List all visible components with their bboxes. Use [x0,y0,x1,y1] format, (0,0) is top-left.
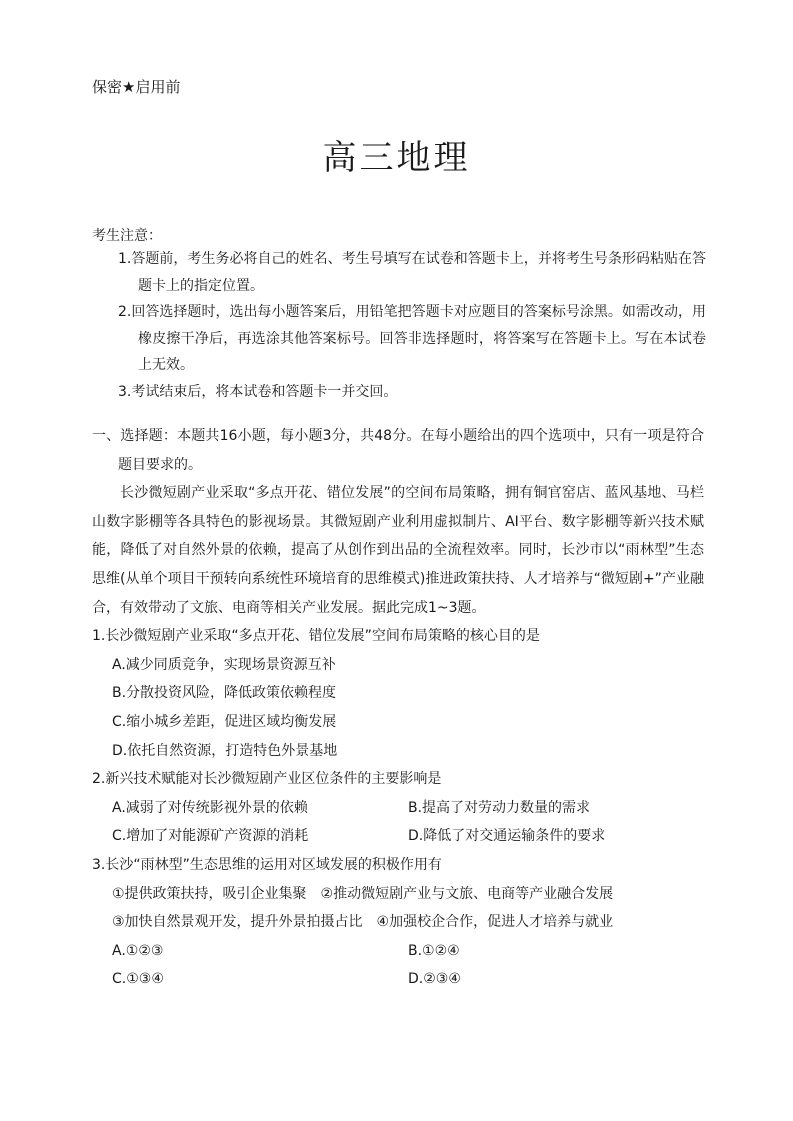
question-3-option-d: D.②③④ [408,971,461,988]
question-2-stem: 2.新兴技术赋能对长沙微短剧产业区位条件的主要影响是 [92,771,442,788]
question-2-options-row-1 [92,794,704,823]
question-3-stem: 3.长沙“雨林型”生态思维的运用对区域发展的积极作用有 [92,856,442,873]
page-title: 高三地理 [322,138,471,178]
question-3-statements-2: ③加快自然景观开发，提升外景拍摄占比 ④加强校企合作，促进人才培养与就业 [112,914,614,931]
question-section [92,422,704,994]
question-2-options-row-2 [92,822,704,851]
question-3-option-b: B.①②④ [408,942,460,959]
question-3-option-a: A.①②③ [112,942,164,959]
section-heading: 一、选择题：本题共16小题，每小题3分，共48分。在每小题给出的四个选项中，只有一项是符合题目要求的。 [92,428,704,473]
reading-passage: 长沙微短剧产业采取“多点开花、错位发展”的空间布局策略，拥有铜官窑店、蓝风基地、马栏山数字影棚等各具特色的影视场景。其微短剧产业利用虚拟制片、AI平台、数字影棚等新兴技术赋能，降低了对自然外景的依赖，提高了从创作到出品的全流程效率。同时，长沙市以“雨林型”生态思维(从单个项目干预转向系统性环境培育的思维模式)推进政策扶持、人才培养与“微短剧+”产业融合，有效带动了文旅、电商等相关产业发展。据此完成1~3题。 [92,485,704,616]
question-3-statements-1: ①提供政策扶持，吸引企业集聚 ②推动微短剧产业与文旅、电商等产业融合发展 [112,885,614,902]
notice-item-3: 3.考试结束后，将本试卷和答题卡一并交回。 [118,383,398,400]
notice-item-1: 1.答题前，考生务必将自己的姓名、考生号填写在试卷和答题卡上，并将考生号条形码粘贴在答题卡上的指定位置。 [118,251,706,294]
question-1-stem: 1.长沙微短剧产业采取“多点开花、错位发展”空间布局策略的核心目的是 [92,628,540,645]
question-1-option-a: A.减少同质竞争，实现场景资源互补 [112,656,336,673]
question-3-options-row-1 [92,937,704,966]
notice-list [118,246,706,405]
question-2-option-a: A.减弱了对传统影视外景的依赖 [112,799,308,816]
question-2-option-b: B.提高了对劳动力数量的需求 [408,799,591,816]
question-2-option-d: D.降低了对交通运输条件的要求 [408,828,606,845]
question-3-option-c: C.①③④ [112,971,164,988]
notice-item-2: 2.回答选择题时，选出每小题答案后，用铅笔把答题卡对应题目的答案标号涂黑。如需改动，用橡皮擦干净后，再选涂其他答案标号。回答非选择题时，将答案写在答题卡上。写在本试卷上无效。 [118,304,706,373]
notice-heading: 考生注意： [92,228,162,244]
question-2-option-c: C.增加了对能源矿产资源的消耗 [112,828,309,845]
question-3-options-row-2 [92,965,704,994]
confidential-label: 保密★启用前 [92,78,181,96]
question-1-option-d: D.依托自然资源，打造特色外景基地 [112,742,338,759]
question-1-option-c: C.缩小城乡差距，促进区域均衡发展 [112,713,337,730]
question-1-option-b: B.分散投资风险，降低政策依赖程度 [112,685,337,702]
